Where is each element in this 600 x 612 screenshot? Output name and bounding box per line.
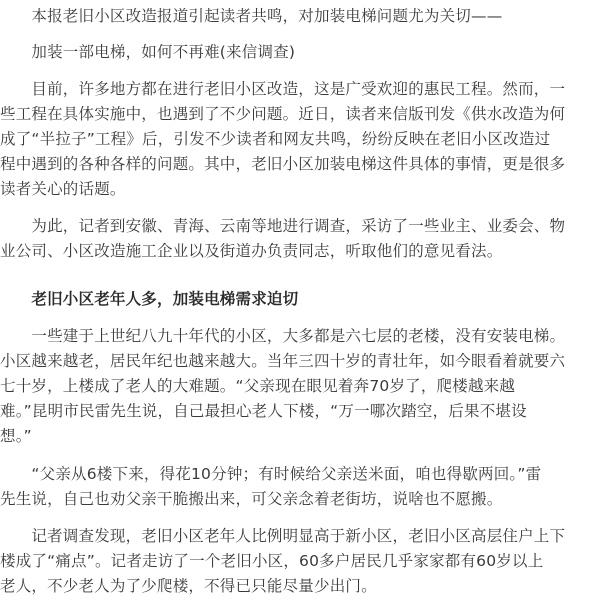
paragraph-line: 小区越来越老，居民年纪也越来越大。当年三四十岁的青壮年，如今眼看着就要六 [0,352,566,370]
paragraph-line: 成了“半拉子”工程》后，引发不少读者和网友共鸣，纷纷反映在老旧小区改造过 [0,130,551,148]
paragraph-line: 记者调查发现，老旧小区老年人比例明显高于新小区，老旧小区高层住户上下 [0,527,566,545]
paragraph-line: 业公司、小区改造施工企业以及街道办负责同志，听取他们的意见看法。 [0,242,503,260]
article-title: 加装一部电梯，如何不再难(来信调查) [0,43,296,61]
paragraph-line: 想。” [0,427,32,445]
paragraph-line: 程中遇到的各种各样的问题。其中，老旧小区加装电梯这件具体的事情，更是很多 [0,155,566,173]
paragraph-line: 先生说，自己也劝父亲干脆搬出来，可父亲念着老街坊，说啥也不愿搬。 [0,490,503,508]
paragraph-line: 老人，不少老人为了少爬楼，不得已只能尽量少出门。 [0,577,377,595]
section-heading: 老旧小区老年人多，加装电梯需求迫切 [0,290,299,308]
paragraph-line: 楼成了“痛点”。记者走访了一个老旧小区，60多户居民几乎家家都有60岁以上 [0,552,544,570]
paragraph-line: 读者关心的话题。 [0,180,126,198]
paragraph-line: 难。”昆明市民雷先生说，自己最担心老人下楼，“万一哪次踏空，后果不堪设 [0,402,527,420]
paragraph-line: 为此，记者到安徽、青海、云南等地进行调查，采访了一些业主、业委会、物 [0,217,566,235]
paragraph-line: “父亲从6楼下来，得花10分钟；有时候给父亲送米面，咱也得歇两回。”雷 [0,465,542,483]
paragraph-line: 些工程在具体实施中，也遇到了不少问题。近日，读者来信版刊发《供水改造为何 [0,105,566,123]
paragraph-line: 一些建于上世纪八九十年代的小区，大多都是六七层的老楼，没有安装电梯。 [0,327,566,345]
paragraph-line: 七十岁，上楼成了老人的大难题。“父亲现在眼见着奔70岁了，爬楼越来越 [0,377,516,395]
paragraph-line: 目前，许多地方都在进行老旧小区改造，这是广受欢迎的惠民工程。然而，一 [0,80,566,98]
intro-line: 本报老旧小区改造报道引起读者共鸣，对加装电梯问题尤为关切—— [0,7,503,25]
